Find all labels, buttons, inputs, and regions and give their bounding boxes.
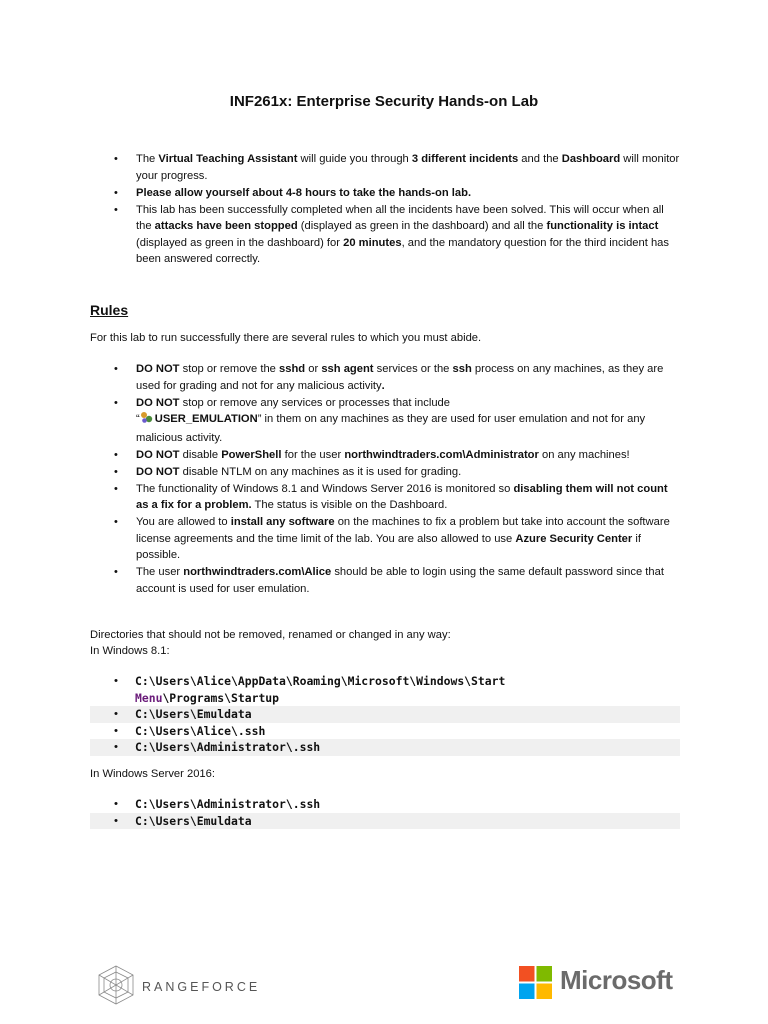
text: “ xyxy=(136,413,140,425)
text: (displayed as green in the dashboard) for xyxy=(136,236,344,249)
text: if possible. xyxy=(136,532,641,561)
list-item xyxy=(90,813,680,830)
text: disabling them will not count as a fix for a problem. xyxy=(136,482,668,511)
text: The user xyxy=(136,566,184,578)
text: northwindtraders.com\Administrator xyxy=(344,448,539,461)
list-item xyxy=(90,447,680,464)
text: Please allow yourself about 4-8 hours to take the hands-on lab. xyxy=(136,186,472,199)
text: DO NOT xyxy=(136,448,180,461)
text: or xyxy=(305,363,322,375)
text: will monitor your progress. xyxy=(136,153,680,182)
rangeforce-wordmark: RANGEFORCE xyxy=(142,980,261,994)
microsoft-wordmark: Microsoft xyxy=(560,965,673,995)
list-item xyxy=(90,361,680,394)
list-item xyxy=(90,739,680,756)
text: DO NOT xyxy=(136,396,180,409)
text: ” in them on any machines as they are used for user emulation and not for any malicious activity. xyxy=(136,413,646,444)
text: , and the mandatory question for the third incident has been answered correctly. xyxy=(136,236,669,265)
list-item xyxy=(90,464,680,481)
path-text: \Programs\Startup xyxy=(162,690,280,705)
text: and the xyxy=(518,153,562,165)
text: DO NOT xyxy=(136,363,180,375)
text: sshd xyxy=(279,363,306,375)
rules-list xyxy=(90,361,680,598)
rules-intro: For this lab to run successfully there are several rules to which you must abide. xyxy=(90,332,482,344)
rangeforce-logo-icon xyxy=(95,964,137,1011)
list-item xyxy=(90,514,680,564)
microsoft-logo-icon xyxy=(519,966,552,1004)
text: should be able to login using the same default password since that account is used for user emulation. xyxy=(136,566,664,595)
list-item xyxy=(90,723,680,740)
text: 20 minutes xyxy=(343,236,402,249)
text: on the machines to fix a problem but take into account the software license agreements and the time limit of the lab. You are also allowed to use xyxy=(136,516,670,545)
list-item xyxy=(90,481,680,514)
text: disable NTLM on any machines as it is used for grading. xyxy=(179,465,462,478)
text: on any machines! xyxy=(538,448,630,461)
text: install any software xyxy=(230,516,335,528)
text: 3 different incidents xyxy=(411,153,519,165)
list-item xyxy=(90,673,680,706)
ws2016-path-list xyxy=(90,796,680,829)
text: DO NOT xyxy=(136,465,180,478)
intro-list xyxy=(90,151,680,268)
dirs-intro: Directories that should not be removed, renamed or changed in any way: xyxy=(90,629,451,641)
text: services or the xyxy=(373,363,453,375)
text: attacks have been stopped xyxy=(154,220,298,232)
list-item xyxy=(90,796,680,813)
list-item xyxy=(90,202,680,268)
page-title: INF261x: Enterprise Security Hands-on Lab xyxy=(229,93,539,110)
path-text: C:\Users\Alice\.ssh xyxy=(135,723,266,738)
path-text: C:\Users\Alice\AppData\Roaming\Microsoft\Windows\Start xyxy=(135,674,506,688)
text: disable xyxy=(179,448,222,461)
path-text: C:\Users\Administrator\.ssh xyxy=(135,740,321,754)
win81-label: In Windows 8.1: xyxy=(90,645,170,657)
path-text: C:\Users\Administrator\.ssh xyxy=(135,797,321,811)
text: functionality is intact xyxy=(546,220,659,232)
path-text: C:\Users\Emuldata xyxy=(135,707,252,721)
text: . xyxy=(381,379,385,392)
text: The functionality of Windows 8.1 and Windows Server 2016 is monitored so xyxy=(136,482,514,495)
text: The xyxy=(136,153,159,165)
list-item xyxy=(90,185,680,202)
text: will guide you through xyxy=(297,153,412,165)
text: You are allowed to xyxy=(136,516,231,528)
text: ssh agent xyxy=(321,363,374,375)
text: Virtual Teaching Assistant xyxy=(158,153,298,165)
text: The status is visible on the Dashboard. xyxy=(251,499,448,511)
text: (displayed as green in the dashboard) and all the xyxy=(297,220,547,232)
list-item xyxy=(90,706,680,723)
list-item xyxy=(90,564,680,597)
text: northwindtraders.com\Alice xyxy=(183,566,332,578)
text: process on any machines, as they are used for grading and not for any malicious activity xyxy=(136,363,664,392)
ws2016-label: In Windows Server 2016: xyxy=(90,768,215,780)
list-item xyxy=(90,151,680,184)
text: USER_EMULATION xyxy=(154,413,258,425)
text: This lab has been successfully completed when all the incidents have been solved. This will occur when all the xyxy=(136,203,664,232)
path-text: Menu xyxy=(135,690,163,705)
rules-heading: Rules xyxy=(90,302,129,318)
path-text: C:\Users\Emuldata xyxy=(135,813,252,828)
text: for the user xyxy=(281,448,345,461)
win81-path-list xyxy=(90,673,680,756)
text: Dashboard xyxy=(561,153,621,165)
text: PowerShell xyxy=(221,448,282,461)
text: stop or remove the xyxy=(179,363,280,375)
text: Azure Security Center xyxy=(515,532,633,545)
list-item xyxy=(90,395,680,447)
text: ssh xyxy=(452,363,472,375)
text: stop or remove any services or processes that include xyxy=(179,396,451,409)
gear-icon xyxy=(140,411,153,430)
